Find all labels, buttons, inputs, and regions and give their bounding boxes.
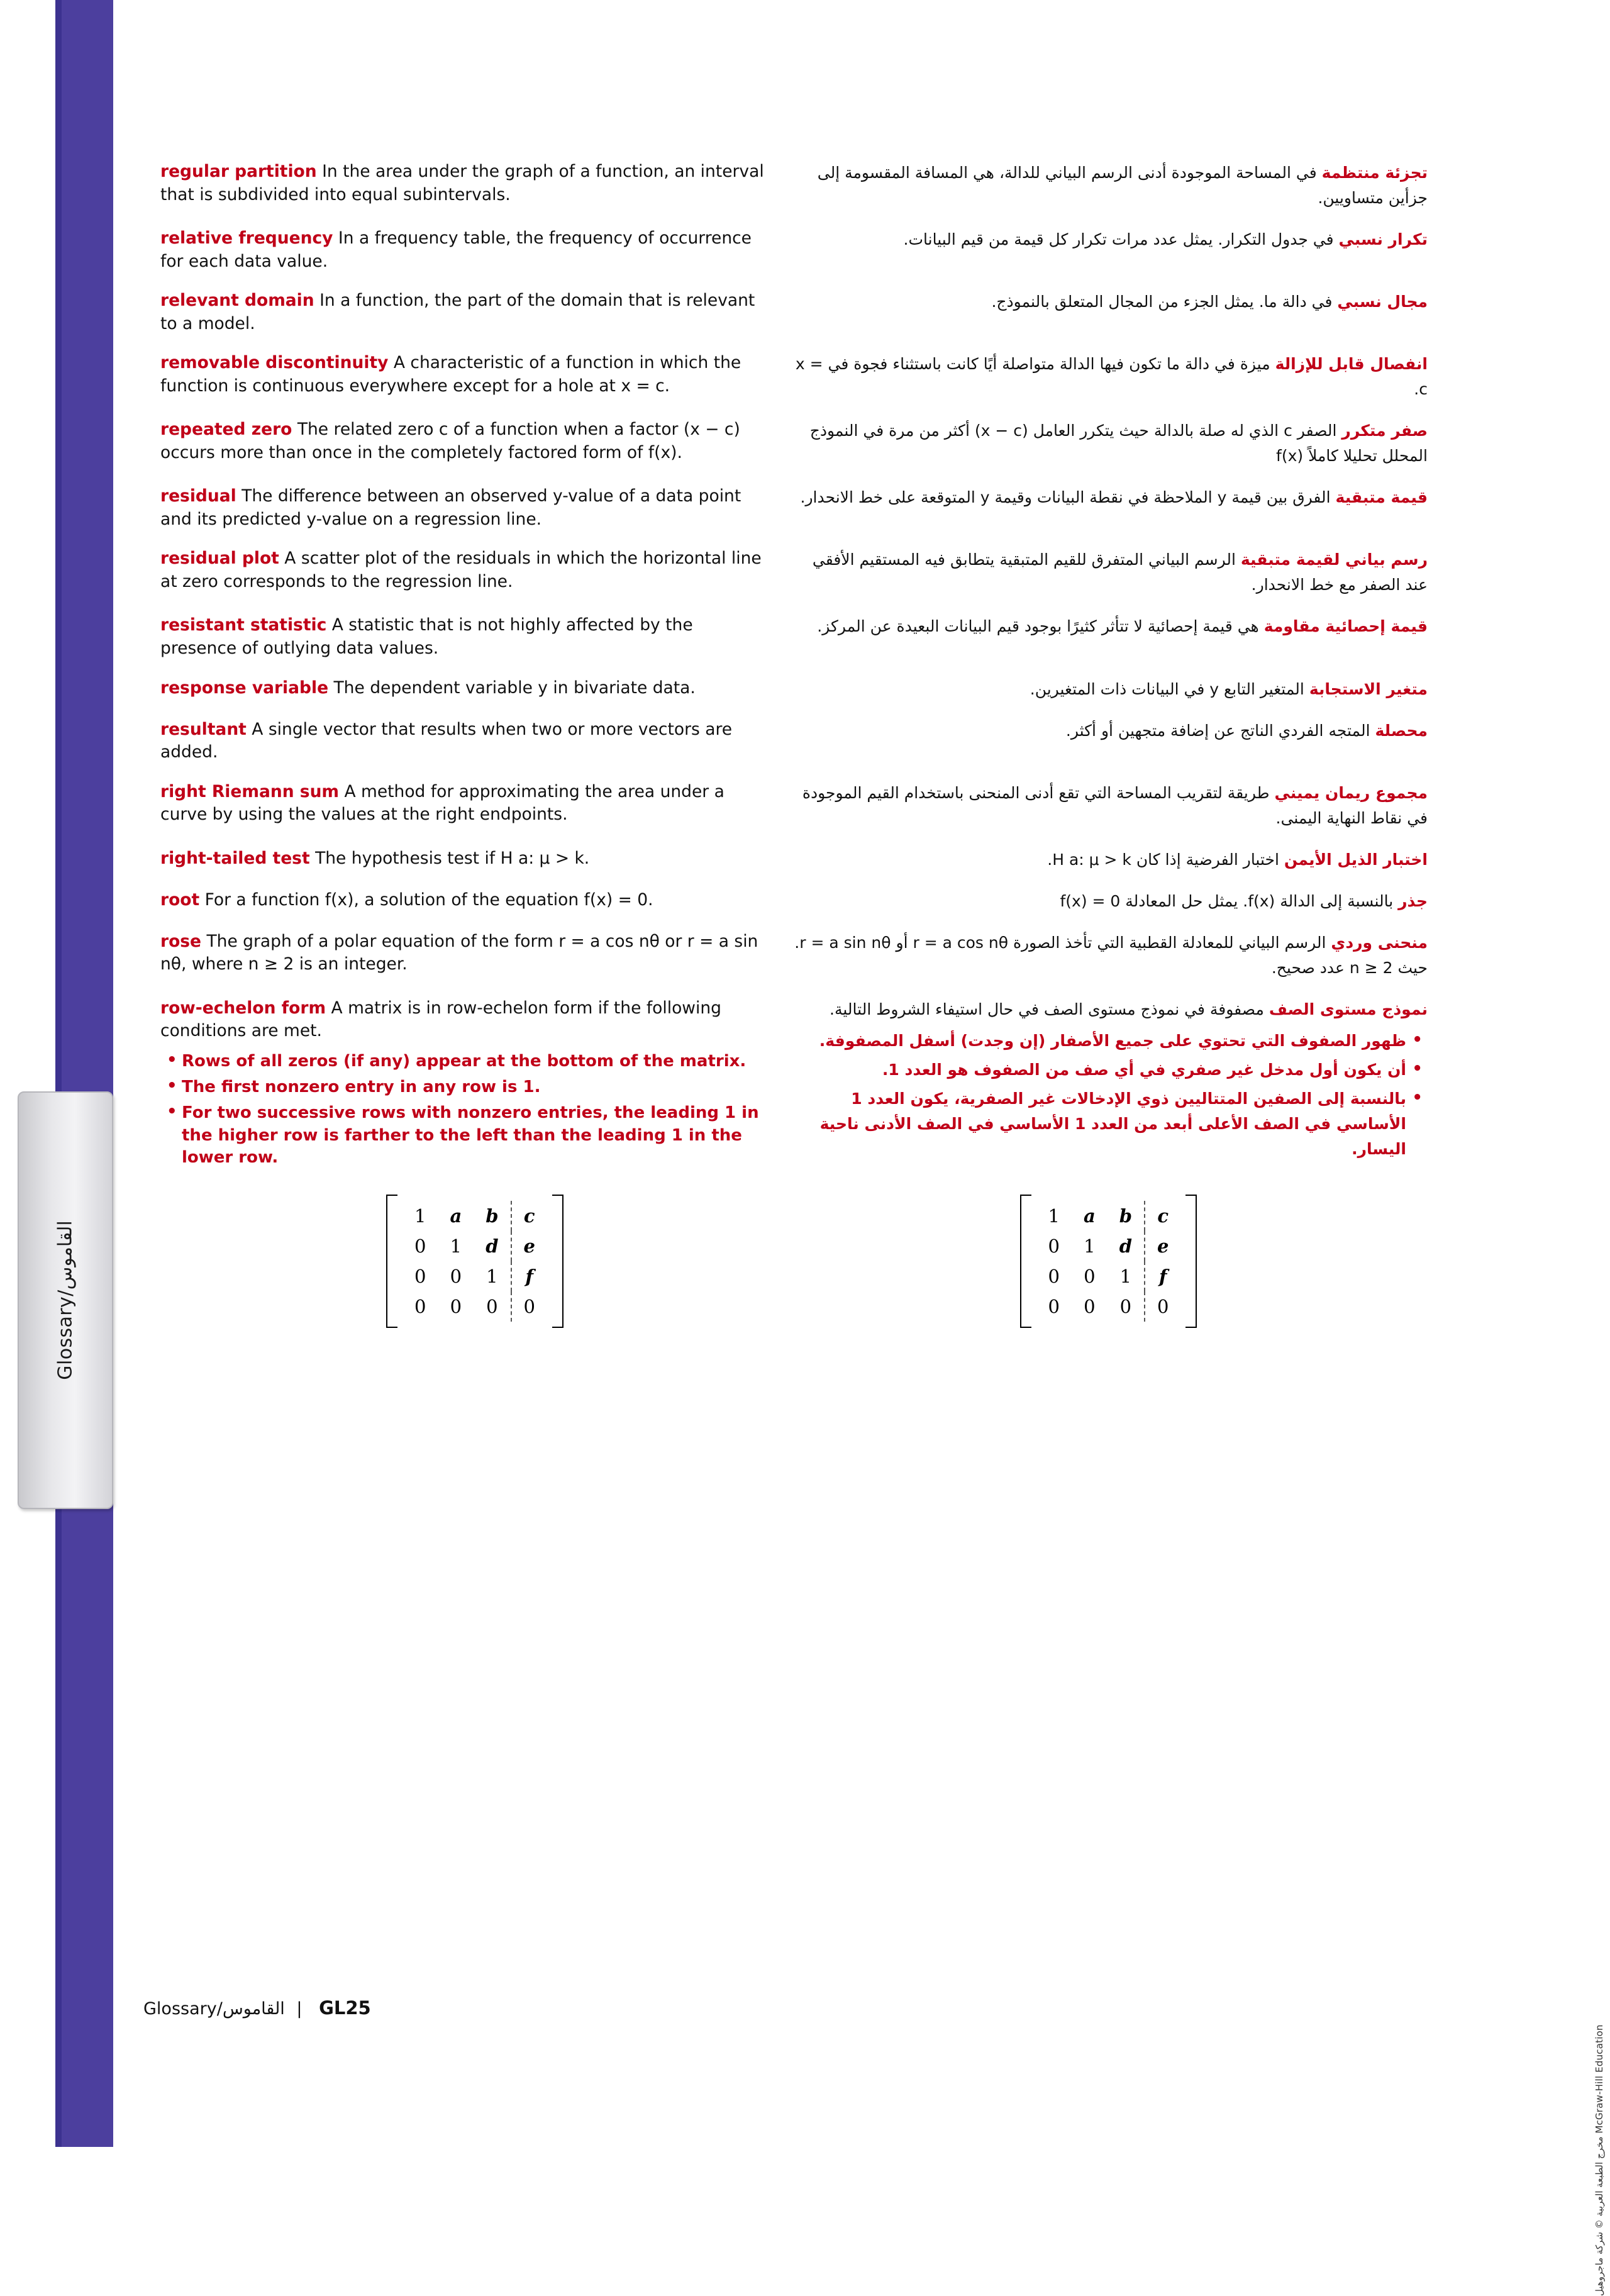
matrix-cell: 0 bbox=[450, 1265, 462, 1287]
definition-en: A matrix is in row-echelon form if the following conditions are met. bbox=[160, 998, 721, 1041]
definition-en: The dependent variable y in bivariate data. bbox=[333, 677, 696, 698]
entry-arabic bbox=[789, 352, 1428, 402]
definition-ar: بالنسبة إلى الدالة f(x). يمثل حل المعادلة f(x) = 0 bbox=[1060, 891, 1394, 910]
matrix-cell: f bbox=[1145, 1261, 1180, 1291]
entry-arabic bbox=[789, 677, 1428, 702]
term-ar: منحنى وردي bbox=[1331, 933, 1428, 952]
matrix-row bbox=[1036, 1201, 1181, 1231]
term-en: root bbox=[160, 889, 200, 910]
glossary-entry bbox=[160, 227, 1453, 273]
entry-english bbox=[160, 485, 789, 531]
entry-arabic bbox=[789, 227, 1428, 273]
row-echelon-matrix bbox=[386, 1195, 564, 1328]
glossary-entries bbox=[160, 160, 1453, 1328]
entry-english bbox=[160, 997, 789, 1173]
entry-english bbox=[160, 889, 789, 914]
entry-english bbox=[160, 547, 789, 598]
term-ar: مجموع ريمان يميني bbox=[1274, 783, 1428, 802]
definition-ar: في دالة ما. يمثل الجزء من المجال المتعلق بالنموذج. bbox=[991, 293, 1333, 311]
list-item: • أن يكون أول مدخل غير صفري في أي صف من الصفوف هو العدد 1. bbox=[789, 1057, 1428, 1083]
matrix-left-bracket bbox=[1020, 1195, 1031, 1328]
list-item: • بالنسبة إلى الصفين المتتاليين ذوي الإدخالات غير الصفرية، يكون العدد 1 الأساسي في الصف الأعلى أبعد من العدد 1 الأساسي في الصف الأدنى ناحية اليسار. bbox=[789, 1086, 1428, 1162]
entry-arabic bbox=[789, 289, 1428, 335]
glossary-entry bbox=[160, 889, 1453, 914]
term-ar: قيمة إحصائية مقاومة bbox=[1263, 617, 1428, 636]
definition-en: A characteristic of a function in which the function is continuous everywhere except for a hole at x = c. bbox=[160, 353, 741, 396]
entry-english bbox=[160, 847, 789, 872]
term-en: right-tailed test bbox=[160, 848, 310, 868]
entry-arabic bbox=[789, 485, 1428, 531]
definition-en: The graph of a polar equation of the form r = a cos nθ or r = a sin nθ, where n ≥ 2 is an integer. bbox=[160, 931, 758, 974]
matrix-row bbox=[402, 1261, 547, 1291]
definition-ar: الصفر c الذي له صلة بالدالة حيث يتكرر العامل (x − c) أكثر من مرة في النموذج المحلل تحليلا كاملاً f(x) bbox=[809, 421, 1428, 465]
matrix-illustration-row bbox=[160, 1195, 1453, 1328]
term-en: removable discontinuity bbox=[160, 353, 389, 373]
term-en: rose bbox=[160, 931, 202, 951]
definition-ar: اختبار الفرضية إذا كان H a: μ > k. bbox=[1047, 850, 1279, 869]
term-ar: انفصال قابل للإزالة bbox=[1275, 355, 1428, 374]
matrix-cell: 1 bbox=[1048, 1205, 1060, 1227]
term-en: right Riemann sum bbox=[160, 781, 340, 801]
term-en: repeated zero bbox=[160, 420, 292, 440]
matrix-cell: a bbox=[450, 1205, 462, 1227]
matrix-cell: d bbox=[1119, 1235, 1133, 1257]
conditions-list-en bbox=[160, 1050, 767, 1169]
definition-ar: مصفوفة في نموذج مستوى الصف في حال استيفاء الشروط التالية. bbox=[830, 1000, 1264, 1018]
glossary-entry bbox=[160, 485, 1453, 531]
glossary-entry bbox=[160, 930, 1453, 981]
footer-section-label: Glossary/القاموس bbox=[143, 1999, 285, 2019]
matrix-cell: 0 bbox=[511, 1291, 547, 1322]
entry-arabic bbox=[789, 614, 1428, 660]
matrix-right-bracket bbox=[552, 1195, 564, 1328]
definition-en: A single vector that results when two or more vectors are added. bbox=[160, 719, 733, 762]
term-ar: صفر متكرر bbox=[1341, 421, 1428, 440]
term-ar: تجزئة منتظمة bbox=[1321, 164, 1428, 182]
term-ar: متغير الاستجابة bbox=[1309, 679, 1428, 698]
entry-arabic bbox=[789, 997, 1428, 1173]
entry-arabic bbox=[789, 418, 1428, 469]
matrix-cell: 1 bbox=[414, 1205, 426, 1227]
left-band-inner-stripe bbox=[55, 0, 62, 2147]
left-decorative-band bbox=[55, 0, 113, 2147]
matrix-cell: c bbox=[1145, 1201, 1180, 1231]
term-ar: قيمة متبقية bbox=[1335, 488, 1428, 507]
entry-english bbox=[160, 781, 789, 831]
term-ar: محصلة bbox=[1375, 721, 1428, 740]
glossary-entry bbox=[160, 418, 1453, 469]
entry-english bbox=[160, 352, 789, 402]
term-en: residual plot bbox=[160, 549, 279, 569]
publisher-credit: مخرج الطبعة العربية © شركة ماجروهيل McGraw-Hill Education bbox=[1594, 2024, 1605, 2296]
definition-en: In the area under the graph of a function, an interval that is subdivided into equal subintervals. bbox=[160, 162, 764, 204]
glossary-entry bbox=[160, 547, 1453, 598]
matrix-row bbox=[402, 1291, 547, 1322]
glossary-entry bbox=[160, 352, 1453, 402]
term-en: resistant statistic bbox=[160, 615, 327, 635]
matrix-cell: 0 bbox=[1048, 1235, 1060, 1257]
definition-en: The related zero c of a function when a factor (x − c) occurs more than once in the completely factored form of f(x). bbox=[160, 420, 740, 462]
matrix-cell: 0 bbox=[414, 1265, 426, 1287]
glossary-entry bbox=[160, 289, 1453, 335]
entry-arabic bbox=[789, 781, 1428, 831]
definition-en: The hypothesis test if H a: μ > k. bbox=[315, 848, 590, 868]
conditions-list-ar bbox=[789, 1028, 1428, 1162]
glossary-entry bbox=[160, 718, 1453, 764]
entry-english bbox=[160, 227, 789, 273]
list-item: • For two successive rows with nonzero entries, the leading 1 in the higher row is farther to the left than the leading 1 in the lower row. bbox=[160, 1102, 767, 1169]
definition-ar: في جدول التكرار. يمثل عدد مرات تكرار كل قيمة من قيم البيانات. bbox=[903, 230, 1334, 248]
definition-ar: الرسم البياني للمعادلة القطبية التي تأخذ الصورة r = a cos nθ أو r = a sin nθ. حيث n ≥ 2 عدد صحيح. bbox=[794, 933, 1428, 977]
term-ar: تكرار نسبي bbox=[1338, 230, 1428, 248]
matrix-cell: b bbox=[486, 1205, 499, 1227]
matrix-arabic-side bbox=[789, 1195, 1428, 1328]
entry-arabic bbox=[789, 847, 1428, 872]
term-en: relative frequency bbox=[160, 228, 333, 248]
definition-ar: طريقة لتقريب المساحة التي تقع أدنى المنحنى باستخدام القيم الموجودة في نقاط النهاية اليمنى. bbox=[802, 783, 1428, 827]
entry-english bbox=[160, 677, 789, 702]
entry-english bbox=[160, 160, 789, 211]
matrix-cell: 0 bbox=[1145, 1291, 1180, 1322]
entry-english bbox=[160, 930, 789, 981]
matrix-cell: 0 bbox=[1119, 1295, 1132, 1317]
matrix-cell: 1 bbox=[1119, 1265, 1132, 1287]
list-item: • Rows of all zeros (if any) appear at the bottom of the matrix. bbox=[160, 1050, 767, 1073]
term-en: resultant bbox=[160, 719, 247, 739]
matrix-row bbox=[1036, 1291, 1181, 1322]
matrix-row bbox=[402, 1231, 547, 1261]
glossary-entry bbox=[160, 677, 1453, 702]
term-ar: جذر bbox=[1398, 891, 1428, 910]
definition-en: In a frequency table, the frequency of occurrence for each data value. bbox=[160, 228, 752, 271]
matrix-row bbox=[1036, 1261, 1181, 1291]
matrix-cell: 0 bbox=[450, 1295, 462, 1317]
definition-ar: الرسم البياني المتفرق للقيم المتبقية يتطابق فيه المستقيم الأفقي عند الصفر مع خط الانحدار. bbox=[812, 550, 1428, 594]
term-ar: مجال نسبي bbox=[1337, 293, 1428, 311]
definition-ar: المتجه الفردي الناتج عن إضافة متجهين أو أكثر. bbox=[1065, 721, 1370, 740]
definition-en: A scatter plot of the residuals in which the horizontal line at zero corresponds to the regression line. bbox=[160, 549, 762, 591]
entry-arabic bbox=[789, 160, 1428, 211]
matrix-cell: 0 bbox=[1048, 1265, 1060, 1287]
matrix-cell: f bbox=[511, 1261, 547, 1291]
glossary-entry bbox=[160, 160, 1453, 211]
matrix-cell: 1 bbox=[486, 1265, 498, 1287]
matrix-cell: d bbox=[486, 1235, 499, 1257]
matrix-cell: e bbox=[511, 1231, 547, 1261]
matrix-cell: a bbox=[1083, 1205, 1096, 1227]
definition-en: For a function f(x), a solution of the equation f(x) = 0. bbox=[204, 889, 653, 910]
matrix-cell: b bbox=[1119, 1205, 1133, 1227]
matrix-cell: 0 bbox=[486, 1295, 498, 1317]
matrix-left-bracket bbox=[386, 1195, 397, 1328]
term-en: row-echelon form bbox=[160, 998, 326, 1018]
definition-ar: في المساحة الموجودة أدنى الرسم البياني للدالة، هي المسافة المقسومة إلى جزأين متساويين. bbox=[817, 164, 1428, 207]
matrix-cell: 0 bbox=[1084, 1295, 1096, 1317]
page-number: GL25 bbox=[319, 1997, 371, 2019]
glossary-entry-row-echelon bbox=[160, 997, 1453, 1173]
definition-ar: المتغير التابع y في البيانات ذات المتغيرين. bbox=[1030, 679, 1304, 698]
list-item: • ظهور الصفوف التي تحتوي على جميع الأصفار (إن وجدت) أسفل المصفوفة. bbox=[789, 1028, 1428, 1054]
term-ar: نموذج مستوى الصف bbox=[1269, 1000, 1428, 1018]
definition-ar: ميزة في دالة ما تكون فيها الدالة متواصلة أيًا كانت باستثناء فجوة في x = c. bbox=[795, 355, 1428, 399]
entry-english bbox=[160, 614, 789, 660]
entry-arabic bbox=[789, 718, 1428, 764]
entry-english bbox=[160, 418, 789, 469]
entry-english bbox=[160, 289, 789, 335]
matrix-cell: 0 bbox=[414, 1235, 426, 1257]
matrix-cell: 0 bbox=[1048, 1295, 1060, 1317]
matrix-cell: 0 bbox=[414, 1295, 426, 1317]
glossary-entry bbox=[160, 781, 1453, 831]
definition-ar: هي قيمة إحصائية لا تتأثر كثيرًا بوجود قيم البيانات البعيدة عن المركز. bbox=[817, 617, 1259, 636]
matrix-cell: c bbox=[511, 1201, 547, 1231]
term-en: regular partition bbox=[160, 162, 317, 181]
matrix-cell: 1 bbox=[1084, 1235, 1096, 1257]
definition-en: In a function, the part of the domain that is relevant to a model. bbox=[160, 291, 755, 333]
row-echelon-matrix-ar bbox=[1020, 1195, 1197, 1328]
matrix-english-side bbox=[160, 1195, 789, 1328]
term-ar: رسم بياني لقيمة متبقية bbox=[1240, 550, 1428, 569]
definition-en: The difference between an observed y-value of a data point and its predicted y-value on a regression line. bbox=[160, 486, 741, 529]
entry-english bbox=[160, 718, 789, 764]
term-en: relevant domain bbox=[160, 291, 314, 311]
glossary-side-tab bbox=[18, 1091, 113, 1509]
glossary-side-tab-label: Glossary/القاموس bbox=[54, 1220, 77, 1380]
page-footer bbox=[143, 1997, 371, 2019]
matrix-cell: 1 bbox=[450, 1235, 462, 1257]
entry-arabic bbox=[789, 889, 1428, 914]
definition-en: A statistic that is not highly affected by the presence of outlying data values. bbox=[160, 615, 693, 658]
entry-arabic bbox=[789, 930, 1428, 981]
term-en: response variable bbox=[160, 677, 329, 698]
term-ar: اختبار الذيل الأيمن bbox=[1284, 850, 1428, 869]
footer-separator: | bbox=[296, 1999, 303, 2019]
matrix-row bbox=[402, 1201, 547, 1231]
entry-arabic bbox=[789, 547, 1428, 598]
matrix-cell: 0 bbox=[1084, 1265, 1096, 1287]
glossary-entry bbox=[160, 847, 1453, 872]
list-item: • The first nonzero entry in any row is 1. bbox=[160, 1076, 767, 1098]
matrix-row bbox=[1036, 1231, 1181, 1261]
definition-ar: الفرق بين قيمة y الملاحظة في نقطة البيانات وقيمة y المتوقعة على خط الانحدار. bbox=[800, 488, 1331, 507]
definition-en: A method for approximating the area under a curve by using the values at the right endpoints. bbox=[160, 781, 724, 825]
matrix-cell: e bbox=[1145, 1231, 1180, 1261]
matrix-right-bracket bbox=[1185, 1195, 1197, 1328]
glossary-entry bbox=[160, 614, 1453, 660]
term-en: residual bbox=[160, 486, 236, 506]
